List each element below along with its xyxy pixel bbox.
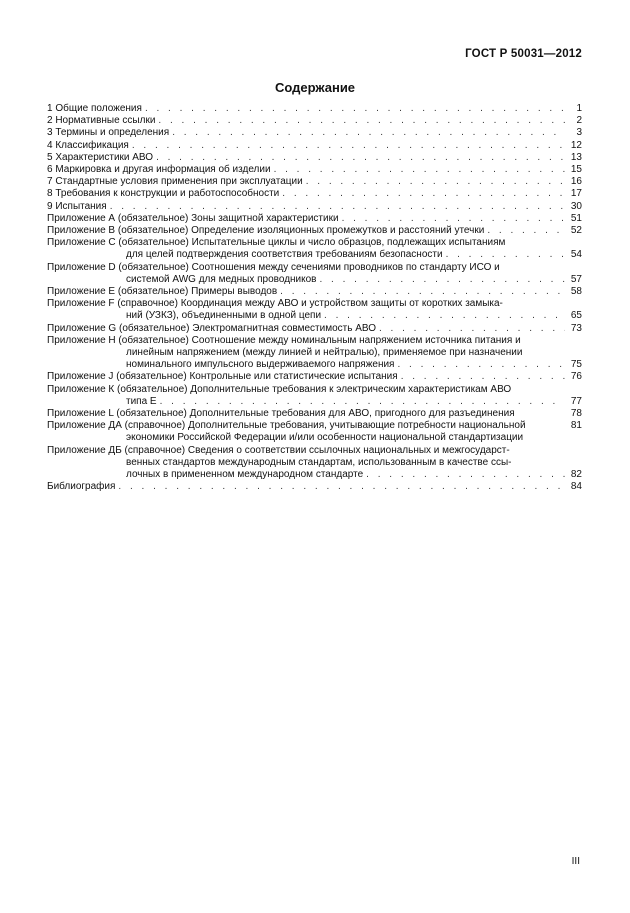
toc-line bbox=[47, 249, 582, 261]
toc-line bbox=[47, 420, 582, 432]
toc-line bbox=[47, 481, 582, 493]
leader-dots bbox=[145, 103, 565, 115]
toc-entry-title: Приложение J (обязательное) Контрольные или статистические испытания bbox=[47, 371, 398, 383]
toc-entry bbox=[47, 408, 582, 420]
toc-line bbox=[47, 469, 582, 481]
toc-entry-page: 12 bbox=[570, 139, 582, 151]
toc-line bbox=[47, 286, 582, 298]
toc-entry-page: 30 bbox=[570, 200, 582, 212]
toc-entry-page: 82 bbox=[570, 469, 582, 481]
document-header: ГОСТ Р 50031—2012 bbox=[465, 48, 582, 60]
toc-line bbox=[47, 152, 582, 164]
toc-entry-title: Приложение ДБ (справочное) Сведения о соответствии ссылочных национальных и межгосударст- bbox=[47, 444, 510, 456]
toc-entry-page: 75 bbox=[570, 359, 582, 371]
toc-entry bbox=[47, 384, 582, 408]
toc-entry-page: 52 bbox=[570, 225, 582, 237]
toc-entry bbox=[47, 140, 582, 152]
toc-entry-continuation: венных стандартов международным стандартам, использованным в качестве ссы- bbox=[126, 456, 512, 468]
toc-entry bbox=[47, 152, 582, 164]
toc-entry bbox=[47, 176, 582, 188]
toc-line bbox=[47, 213, 582, 225]
toc-entry-page: 54 bbox=[570, 249, 582, 261]
leader-dots bbox=[156, 152, 565, 164]
leader-dots bbox=[487, 225, 565, 237]
toc-entry-continuation: номинального импульсного выдерживаемого напряжения bbox=[126, 359, 395, 371]
toc-line bbox=[47, 396, 582, 408]
toc-entry-continuation: системой AWG для медных проводников bbox=[126, 273, 317, 285]
leader-dots bbox=[446, 249, 565, 261]
toc-line bbox=[47, 371, 582, 383]
leader-dots bbox=[379, 323, 565, 335]
leader-dots bbox=[342, 213, 565, 225]
toc-entry-continuation: для целей подтверждения соответствия требованиям безопасности bbox=[126, 249, 443, 261]
toc-entry-continuation: ний (УЗКЗ), объединенными в одной цепи bbox=[126, 310, 322, 322]
toc-entry-title: Приложение Н (обязательное) Соотношение между номинальным напряжением источника питания и bbox=[47, 334, 521, 346]
leader-dots bbox=[132, 140, 565, 152]
toc-line bbox=[47, 225, 582, 237]
toc-entry-page: 58 bbox=[570, 286, 582, 298]
leader-dots bbox=[397, 359, 565, 371]
leader-dots bbox=[324, 310, 565, 322]
leader-dots bbox=[280, 286, 565, 298]
toc-entry bbox=[47, 164, 582, 176]
toc-line bbox=[47, 201, 582, 213]
toc-entry-title: 2 Нормативные ссылки bbox=[47, 115, 156, 127]
toc-entry-title: 5 Характеристики АВО bbox=[47, 151, 154, 163]
toc-entry-title: 7 Стандартные условия применения при эксплуатации bbox=[47, 176, 303, 188]
toc-entry-page: 2 bbox=[576, 115, 582, 127]
toc-entry-title: 8 Требования к конструкции и работоспособности bbox=[47, 188, 280, 200]
toc-entry-title: 9 Испытания bbox=[47, 200, 107, 212]
toc-entry-title: Приложение L (обязательное) Дополнительные требования для АВО, пригодного для разъединения bbox=[47, 408, 515, 420]
toc-entry-title: 6 Маркировка и другая информация об изделии bbox=[47, 164, 271, 176]
toc-line bbox=[47, 115, 582, 127]
toc-entry-continuation: экономики Российской Федерации и/или особенности национальной стандартизации bbox=[126, 432, 524, 444]
toc-entry bbox=[47, 201, 582, 213]
toc-entry bbox=[47, 286, 582, 298]
page-title: Содержание bbox=[274, 80, 356, 95]
toc-line bbox=[47, 359, 582, 371]
toc-entry-title: Приложение В (обязательное) Определение изоляционных промежутков и расстояний утечки bbox=[47, 225, 485, 237]
toc-entry bbox=[47, 225, 582, 237]
toc-entry-page: 15 bbox=[570, 164, 582, 176]
toc-entry-page: 1 bbox=[576, 103, 582, 114]
toc-entry-title: Приложение К (обязательное) Дополнительные требования к электрическим характеристикам АВО bbox=[47, 383, 512, 395]
page-number: III bbox=[571, 856, 580, 867]
toc-line bbox=[47, 323, 582, 335]
toc-entry-title: Приложение ДА (справочное) Дополнительные требования, учитывающие потребности национальной bbox=[47, 420, 526, 432]
leader-dots bbox=[118, 481, 565, 493]
leader-dots bbox=[110, 201, 565, 213]
toc-entry-page: 17 bbox=[570, 188, 582, 200]
toc-entry-title: Приложение Е (обязательное) Примеры выводов bbox=[47, 286, 278, 298]
leader-dots bbox=[282, 188, 565, 200]
toc-entry bbox=[47, 481, 582, 493]
toc-line bbox=[47, 103, 582, 115]
toc-entry-page: 13 bbox=[570, 151, 582, 163]
toc-entry-page: 77 bbox=[570, 395, 582, 407]
toc-entry-title: 1 Общие положения bbox=[47, 103, 142, 114]
leader-dots bbox=[158, 115, 565, 127]
toc-entry-page: 84 bbox=[570, 481, 582, 493]
toc-line bbox=[47, 188, 582, 200]
toc-entry bbox=[47, 371, 582, 383]
table-of-contents bbox=[47, 103, 582, 494]
toc-entry bbox=[47, 420, 582, 444]
toc-entry bbox=[47, 323, 582, 335]
toc-entry-page: 76 bbox=[570, 371, 582, 383]
toc-entry-title: Приложение F (справочное) Координация между АВО и устройством защиты от коротких замыка- bbox=[47, 298, 503, 310]
toc-entry bbox=[47, 335, 582, 372]
toc-entry-continuation: линейным напряжением (между линией и нейтралью), применяемое при назначении bbox=[126, 347, 523, 359]
toc-entry-title: 4 Классификация bbox=[47, 139, 129, 151]
toc-entry bbox=[47, 115, 582, 127]
toc-entry-title: Приложение G (обязательное) Электромагнитная совместимость АВО bbox=[47, 322, 376, 334]
toc-entry bbox=[47, 188, 582, 200]
leader-dots bbox=[401, 371, 565, 383]
toc-entry bbox=[47, 103, 582, 115]
toc-entry bbox=[47, 237, 582, 261]
toc-entry-title: 3 Термины и определения bbox=[47, 127, 170, 139]
toc-line bbox=[47, 310, 582, 322]
toc-line bbox=[47, 140, 582, 152]
toc-entry-page: 81 bbox=[570, 420, 582, 432]
toc-entry bbox=[47, 213, 582, 225]
toc-line bbox=[47, 127, 582, 139]
toc-entry-title: Приложение А (обязательное) Зоны защитной характеристики bbox=[47, 212, 339, 224]
toc-entry-title: Приложение С (обязательное) Испытательные циклы и число образцов, подлежащих испытаниям bbox=[47, 237, 506, 249]
toc-line bbox=[47, 274, 582, 286]
toc-line bbox=[47, 408, 582, 420]
leader-dots bbox=[320, 274, 566, 286]
toc-entry-page: 57 bbox=[570, 273, 582, 285]
leader-dots bbox=[274, 164, 565, 176]
toc-entry-page: 73 bbox=[570, 322, 582, 334]
toc-line bbox=[47, 176, 582, 188]
toc-entry-page: 78 bbox=[570, 408, 582, 420]
toc-entry bbox=[47, 445, 582, 482]
toc-entry-continuation: лочных в примененном международном стандарте bbox=[126, 469, 364, 481]
toc-entry-page: 65 bbox=[570, 310, 582, 322]
toc-entry-page: 51 bbox=[570, 212, 582, 224]
leader-dots bbox=[306, 176, 565, 188]
toc-entry-continuation: типа Е bbox=[126, 395, 157, 407]
toc-entry-title: Библиография bbox=[47, 481, 116, 493]
leader-dots bbox=[172, 127, 565, 139]
toc-line bbox=[47, 164, 582, 176]
toc-entry bbox=[47, 298, 582, 322]
toc-entry-title: Приложение D (обязательное) Соотношения между сечениями проводников по стандарту ИСО и bbox=[47, 261, 500, 273]
toc-entry bbox=[47, 262, 582, 286]
leader-dots bbox=[160, 396, 565, 408]
toc-entry bbox=[47, 127, 582, 139]
toc-entry-page: 3 bbox=[576, 127, 582, 139]
toc-entry-page: 16 bbox=[570, 176, 582, 188]
leader-dots bbox=[366, 469, 565, 481]
